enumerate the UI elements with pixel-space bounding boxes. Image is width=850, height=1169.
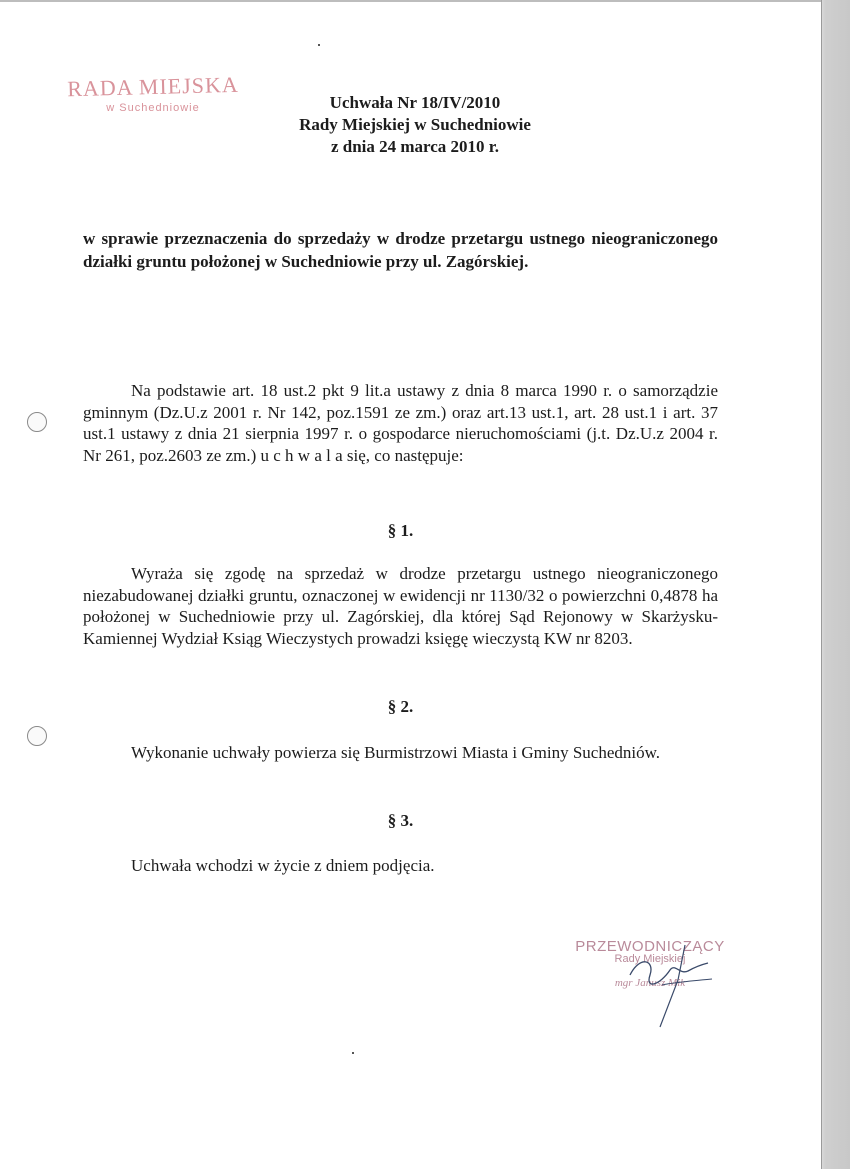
chairman-stamp-name: mgr Janusz Mik (614, 977, 686, 989)
section-3-text (83, 855, 718, 877)
resolution-body: Rady Miejskiej w Suchedniowie (299, 115, 531, 134)
preamble-paragraph (83, 380, 718, 466)
preamble-end: się, co następuje: (346, 445, 464, 465)
scan-right-edge (821, 0, 850, 1169)
section-2-label: § 2. (387, 697, 414, 716)
section-1-text (83, 563, 718, 649)
resolution-number: Uchwała Nr 18/IV/2010 (329, 93, 501, 112)
section-1-label: § 1. (387, 521, 414, 540)
resolution-subject: w sprawie przeznaczenia do sprzedaży w drodze przetargu ustnego nieograniczonego działki gruntu położonej w Suchedniowie przy ul. Zagórskiej. (83, 229, 718, 271)
resolution-date: z dnia 24 marca 2010 r. (330, 137, 500, 156)
council-stamp-line1: RADA MIEJSKA (66, 71, 240, 102)
scan-speck-top (318, 44, 320, 46)
preamble-text: Na podstawie art. 18 ust.2 pkt 9 lit.a ustawy z dnia 8 marca 1990 r. o samorządzie gminnym (Dz.U.z 2001 r. Nr 142, poz.1591 ze zm.) oraz art.13 ust.1, art. 28 ust.1 i art. 37 ust.1 ustawy z dnia 21 sierpnia 1997 r. o gospodarce nieruchomościami (j.t. Dz.U.z 2004 r. Nr 261, poz.2603 ze zm.) (83, 381, 718, 465)
section-2-body: Wykonanie uchwały powierza się Burmistrzowi Miasta i Gminy Suchedniów. (131, 743, 661, 762)
punch-hole-bottom (27, 726, 47, 746)
section-3-label: § 3. (387, 811, 414, 830)
chairman-stamp-body: Rady Miejskiej (614, 953, 686, 965)
section-2-text (83, 742, 718, 764)
section-1-body: Wyraża się zgodę na sprzedaż w drodze przetargu ustnego nieograniczonego niezabudowanej działki gruntu, oznaczonej w ewidencji nr 1130/32 o powierzchni 0,4878 ha położonej w Suchedniowie przy ul. Zagórskiej, dla której Sąd Rejonowy w Skarżysku-Kamiennej Wydział Ksiąg Wieczystych prowadzi księgę wieczystą KW nr 8203. (83, 564, 718, 648)
chairman-stamp-title: PRZEWODNICZĄCY (575, 938, 725, 955)
scan-top-edge (0, 0, 850, 2)
council-stamp-line2: w Suchedniowie (106, 102, 200, 114)
scan-speck (352, 1052, 354, 1054)
punch-hole-top (27, 412, 47, 432)
preamble-tail: u c h w a l a (260, 445, 343, 465)
handwritten-signature (600, 935, 740, 1035)
section-3-body: Uchwała wchodzi w życie z dniem podjęcia. (131, 856, 435, 875)
council-stamp (58, 71, 248, 114)
resolution-header (250, 92, 580, 158)
